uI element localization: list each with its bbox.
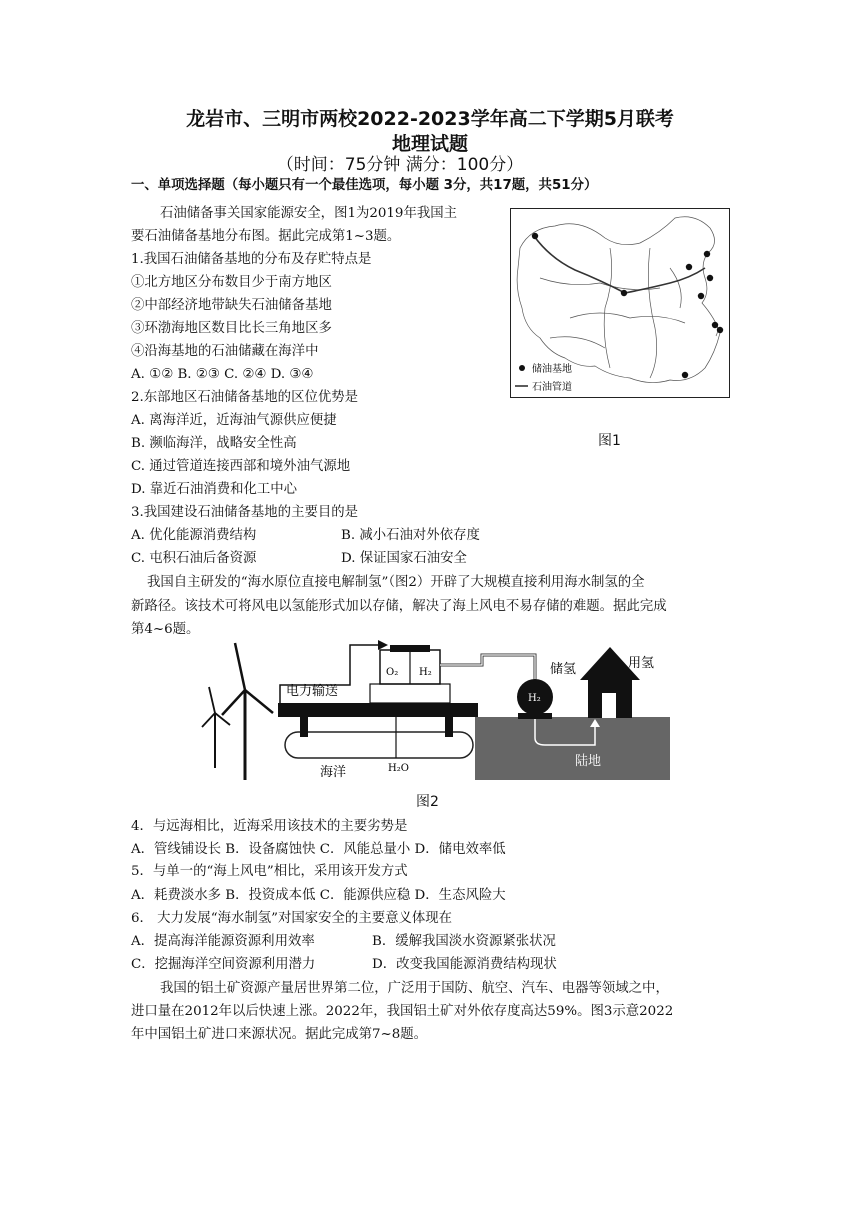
q1-statement-3: ③环渤海地区数目比长三角地区多 — [131, 321, 332, 336]
q2-option-c: C. 通过管道连接西部和境外油气源地 — [131, 459, 351, 474]
storage-base-dot — [621, 290, 627, 296]
q2-option-b: B. 濒临海洋，战略安全性高 — [131, 436, 297, 451]
arrow-icon — [378, 640, 388, 650]
q6-option-d: D．改变我国能源消费结构现状 — [372, 957, 557, 972]
passage3-line2: 进口量在2012年以后快速上涨。2022年，我国铝土矿对外依存度高达59%。图3示意2022 — [131, 1004, 674, 1019]
platform-leg — [300, 717, 308, 737]
water-label: H₂O — [388, 763, 409, 774]
hydrogen-tank-label: H₂ — [528, 693, 541, 704]
passage2-line1: 我国自主研发的“海水原位直接电解制氢”（图2）开辟了大规模直接利用海水制氢的全 — [147, 575, 645, 590]
q3-option-b: B. 减小石油对外依存度 — [341, 528, 480, 543]
hydrogen-pipeline — [440, 655, 535, 683]
wind-turbine-small-icon — [202, 687, 230, 768]
passage3-line1: 我国的铝土矿资源产量居世界第二位，广泛用于国防、航空、汽车、电器等领域之中， — [160, 981, 669, 996]
q4-options: A．管线铺设长 B．设备腐蚀快 C．风能总量小 D．储电效率低 — [131, 842, 506, 857]
storage-base-dot — [686, 264, 692, 270]
seawater-pipe — [285, 732, 473, 758]
q3-option-d: D. 保证国家石油安全 — [341, 551, 467, 566]
storage-base-dot — [717, 327, 723, 333]
platform-deck — [278, 703, 478, 717]
electrolyzer-battery — [390, 645, 430, 652]
wind-turbine-large-icon — [222, 643, 273, 780]
ocean-label: 海洋 — [320, 765, 347, 780]
q6-option-a: A．提高海洋能源资源利用效率 — [131, 934, 315, 949]
q5-stem: 5．与单一的“海上风电”相比，采用该开发方式 — [131, 864, 408, 879]
land-label: 陆地 — [575, 754, 602, 769]
legend-pipeline: 石油管道 — [532, 382, 572, 393]
q1-stem: 1.我国石油储备基地的分布及存贮特点是 — [131, 252, 372, 267]
storage-base-dot — [698, 293, 704, 299]
q5-options: A．耗费淡水多 B．投资成本低 C．能源供应稳 D．生态风险大 — [131, 888, 506, 903]
storage-label: 储氢 — [550, 662, 577, 677]
storage-base-dot — [704, 251, 710, 257]
storage-base-dot — [532, 233, 538, 239]
q3-option-a: A. 优化能源消费结构 — [131, 528, 257, 543]
q2-stem: 2.东部地区石油储备基地的区位优势是 — [131, 390, 359, 405]
exam-subject: 地理试题 — [391, 133, 468, 155]
q4-stem: 4．与远海相比，近海采用该技术的主要劣势是 — [131, 819, 408, 834]
q6-option-b: B．缓解我国淡水资源紧张状况 — [372, 934, 556, 949]
electrolyzer-base — [370, 684, 450, 703]
q6-stem: 6． 大力发展“海水制氢”对国家安全的主要意义体现在 — [131, 911, 453, 926]
passage2-line3: 第4~6题。 — [131, 622, 200, 637]
oil-reserve-map — [510, 208, 730, 398]
exam-time-info: （时间：75分钟 满分：100分） — [276, 155, 524, 175]
figure2-caption: 图2 — [416, 794, 439, 810]
storage-base-dot — [712, 322, 718, 328]
power-transmission-label: 电力输送 — [286, 684, 339, 699]
section-heading: 一、单项选择题（每小题只有一个最佳选项，每小题 3分，共17题，共51分） — [131, 178, 598, 193]
storage-base-dot — [682, 372, 688, 378]
storage-base-dot — [707, 275, 713, 281]
q1-statement-1: ①北方地区分布数目少于南方地区 — [131, 275, 332, 290]
passage1-line2: 要石油储备基地分布图。据此完成第1~3题。 — [131, 229, 401, 244]
hydrogen-cell-label: H₂ — [419, 667, 432, 678]
q3-option-c: C. 屯积石油后备资源 — [131, 551, 257, 566]
passage2-line2: 新路径。该技术可将风电以氢能形式加以存储，解决了海上风电不易存储的难题。据此完成 — [131, 599, 667, 614]
figure1-caption: 图1 — [598, 433, 621, 449]
q2-option-a: A. 离海洋近，近海油气源供应便捷 — [131, 413, 337, 428]
platform-leg — [445, 717, 453, 737]
passage1-line1: 石油储备事关国家能源安全，图1为2019年我国主 — [160, 206, 458, 221]
exam-title: 龙岩市、三明市两校2022-2023学年高二下学期5月联考 — [186, 108, 674, 130]
use-hydrogen-label: 用氢 — [628, 656, 655, 671]
oxygen-label: O₂ — [386, 667, 399, 678]
q3-stem: 3.我国建设石油储备基地的主要目的是 — [131, 505, 359, 520]
legend-storage-base: 储油基地 — [532, 364, 572, 375]
seawater-hydrogen-diagram — [200, 635, 670, 780]
q1-options: A. ①② B. ②③ C. ②④ D. ③④ — [131, 367, 314, 382]
q2-option-d: D. 靠近石油消费和化工中心 — [131, 482, 298, 497]
q6-option-c: C．挖掘海洋空间资源利用潜力 — [131, 957, 316, 972]
land-block — [475, 717, 670, 780]
q1-statement-4: ④沿海基地的石油储藏在海洋中 — [131, 344, 319, 359]
q1-statement-2: ②中部经济地带缺失石油储备基地 — [131, 298, 332, 313]
legend-dot-icon — [519, 365, 525, 371]
passage3-line3: 年中国铝土矿进口来源状况。据此完成第7~8题。 — [131, 1027, 428, 1042]
